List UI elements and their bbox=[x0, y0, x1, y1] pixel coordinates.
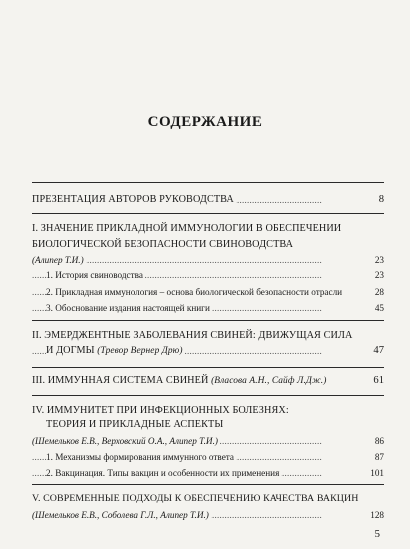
entry-page: 8 bbox=[378, 194, 384, 205]
entry-title: II. ЭМЕРДЖЕНТНЫЕ ЗАБОЛЕВАНИЯ СВИНЕЙ: ДВИЖУЩАЯ СИЛА bbox=[32, 330, 353, 341]
entry-title: 1. История свиноводства bbox=[46, 270, 143, 280]
entry-authors: (Шемельков Е.В., Соболева Г.Л., Алипер Т.И.) bbox=[32, 510, 209, 520]
entry-title-group bbox=[32, 374, 328, 388]
toc-section-4-2[interactable] bbox=[32, 466, 384, 480]
divider bbox=[32, 182, 384, 183]
divider bbox=[32, 367, 384, 368]
page-number: 5 bbox=[374, 528, 380, 540]
divider bbox=[32, 320, 384, 321]
entry-page: 23 bbox=[374, 270, 384, 280]
entry-page: 45 bbox=[374, 303, 384, 313]
divider bbox=[32, 213, 384, 214]
entry-authors: (Шемельков Е.В., Верховский О.А., Алипер Т.И.) bbox=[32, 436, 218, 446]
entry-authors: (Тревор Вернер Дрю) bbox=[97, 346, 183, 356]
toc-entry-presentation[interactable] bbox=[32, 193, 384, 207]
divider bbox=[32, 395, 384, 396]
toc-section-1-1[interactable] bbox=[32, 268, 384, 282]
entry-title: ТЕОРИЯ И ПРИКЛАДНЫЕ АСПЕКТЫ bbox=[46, 419, 224, 430]
divider bbox=[32, 484, 384, 485]
entry-title: 3. Обоснование издания настоящей книги bbox=[46, 303, 210, 313]
entry-authors: (Алипер Т.И.) bbox=[32, 255, 84, 265]
entry-page: 86 bbox=[374, 436, 384, 446]
entry-page: 87 bbox=[374, 452, 384, 462]
toc-chapter-2-title-cont[interactable] bbox=[32, 344, 384, 358]
toc-chapter-1-authors[interactable] bbox=[32, 253, 384, 267]
entry-page: 128 bbox=[370, 510, 384, 520]
toc-section-1-3[interactable] bbox=[32, 301, 384, 315]
entry-title: III. ИММУННАЯ СИСТЕМА СВИНЕЙ bbox=[32, 375, 209, 386]
toc-chapter-1-title[interactable] bbox=[32, 222, 384, 236]
entry-page: 61 bbox=[373, 375, 384, 386]
entry-title: I. ЗНАЧЕНИЕ ПРИКЛАДНОЙ ИММУНОЛОГИИ В ОБЕСПЕЧЕНИИ bbox=[32, 223, 342, 234]
entry-title-group bbox=[46, 344, 185, 358]
toc-section-1-2[interactable] bbox=[32, 285, 384, 299]
page-title: СОДЕРЖАНИЕ bbox=[147, 114, 263, 130]
toc-chapter-5-authors[interactable] bbox=[32, 508, 384, 522]
entry-page: 28 bbox=[374, 287, 384, 297]
entry-title: 2. Прикладная иммунология – основа биологической безопасности отрасли bbox=[46, 287, 343, 297]
toc-chapter-5-title[interactable] bbox=[32, 492, 384, 506]
toc-chapter-4-authors[interactable] bbox=[32, 434, 384, 448]
entry-title: 1. Механизмы формирования иммунного ответа bbox=[46, 452, 234, 462]
entry-title: ПРЕЗЕНТАЦИЯ АВТОРОВ РУКОВОДСТВА bbox=[32, 194, 234, 205]
entry-page: 101 bbox=[370, 468, 384, 478]
toc-section-4-1[interactable] bbox=[32, 450, 384, 464]
entry-title: БИОЛОГИЧЕСКОЙ БЕЗОПАСНОСТИ СВИНОВОДСТВА bbox=[32, 239, 294, 250]
entry-title: IV. ИММУНИТЕТ ПРИ ИНФЕКЦИОННЫХ БОЛЕЗНЯХ: bbox=[32, 405, 289, 416]
entry-title: 2. Вакцинация. Типы вакцин и особенности их применения bbox=[46, 468, 280, 478]
entry-title: И ДОГМЫ bbox=[46, 345, 95, 356]
toc-chapter-4-title[interactable] bbox=[32, 404, 384, 418]
toc-chapter-3[interactable] bbox=[32, 374, 384, 388]
entry-page: 47 bbox=[373, 345, 384, 356]
entry-authors: (Власова А.Н., Сайф Л.Дж.) bbox=[211, 376, 327, 386]
entry-title: V. СОВРЕМЕННЫЕ ПОДХОДЫ К ОБЕСПЕЧЕНИЮ КАЧЕСТВА ВАКЦИН bbox=[32, 493, 359, 504]
entry-page: 23 bbox=[374, 255, 384, 265]
toc-chapter-2-title[interactable] bbox=[32, 329, 384, 343]
toc-chapter-1-title-cont[interactable] bbox=[32, 238, 384, 252]
toc-chapter-4-title-cont[interactable] bbox=[32, 418, 384, 432]
